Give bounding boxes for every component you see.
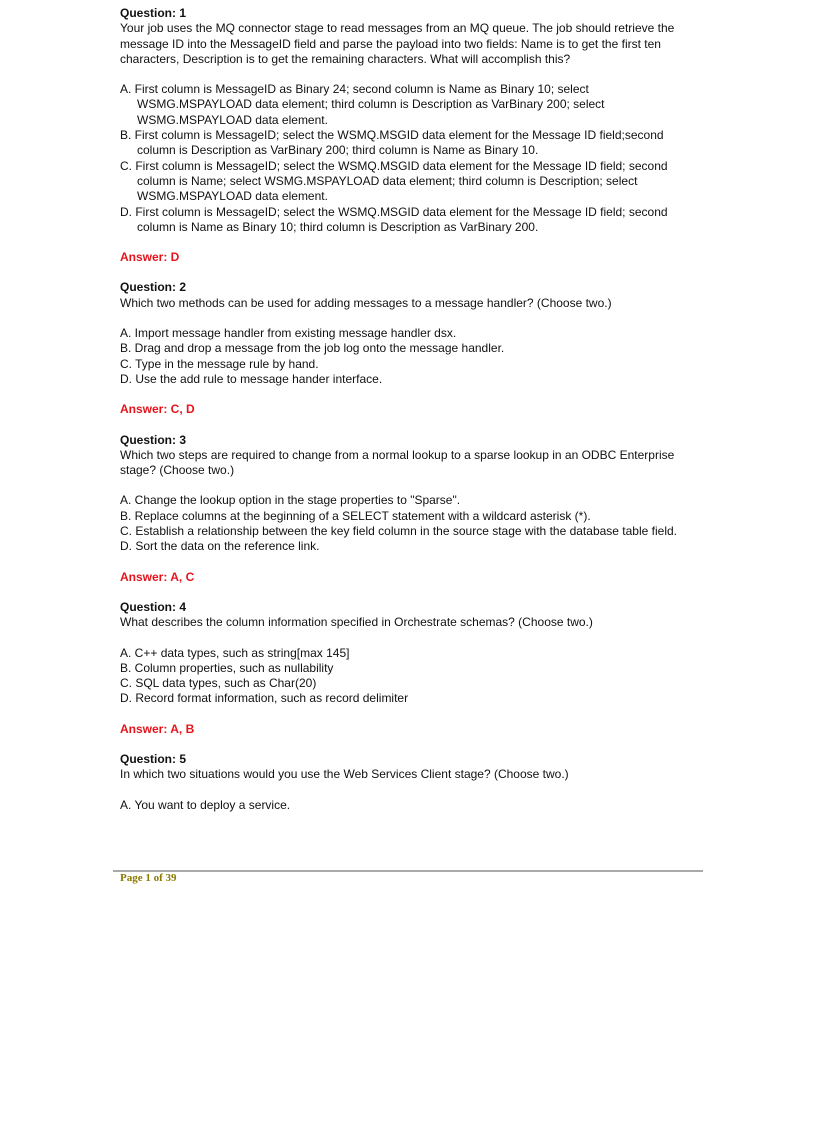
options-list xyxy=(120,82,698,235)
question-5 xyxy=(120,752,698,813)
answer-label: Answer: A, B xyxy=(120,721,195,736)
option-b: B. Drag and drop a message from the job log onto the message handler. xyxy=(120,341,505,356)
option-d: D. Use the add rule to message hander interface. xyxy=(120,371,383,386)
question-1 xyxy=(120,6,698,265)
option-d: D. Sort the data on the reference link. xyxy=(120,539,320,554)
question-text: In which two situations would you use the Web Services Client stage? (Choose two.) xyxy=(120,767,569,782)
options-list xyxy=(120,326,698,387)
question-header: Question: 5 xyxy=(120,751,187,766)
answer-label: Answer: C, D xyxy=(120,402,195,417)
options-list xyxy=(120,798,698,813)
options-list xyxy=(120,646,698,707)
option-a: A. C++ data types, such as string[max 145] xyxy=(120,645,350,660)
footer-divider xyxy=(113,870,703,872)
option-b: B. Column properties, such as nullability xyxy=(120,660,334,675)
option-c: C. Establish a relationship between the key field column in the source stage with the database table field. xyxy=(120,524,677,539)
option-d: D. First column is MessageID; select the WSMQ.MSGID data element for the Message ID field; second column is Name as Binary 10; third column is Description as VarBinary 200. xyxy=(120,204,668,234)
answer-label: Answer: A, C xyxy=(120,569,195,584)
option-c: C. First column is MessageID; select the WSMQ.MSGID data element for the Message ID field; second column is Name; select WSMG.MSPAYLOAD data element; third column is Description; select WSMG.MSPAYLOAD data element. xyxy=(120,158,668,204)
option-a: A. You want to deploy a service. xyxy=(120,797,291,812)
question-3 xyxy=(120,433,698,585)
question-2 xyxy=(120,280,698,417)
answer-label: Answer: D xyxy=(120,250,180,265)
question-header: Question: 2 xyxy=(120,280,187,295)
question-text: Which two methods can be used for adding messages to a message handler? (Choose two.) xyxy=(120,295,612,310)
option-a: A. Import message handler from existing message handler dsx. xyxy=(120,326,457,341)
option-b: B. First column is MessageID; select the WSMQ.MSGID data element for the Message ID field;second column is Description as VarBinary 200; third column is Name as Binary 10. xyxy=(120,128,664,158)
question-header: Question: 3 xyxy=(120,432,187,447)
option-c: C. SQL data types, such as Char(20) xyxy=(120,676,317,691)
question-4 xyxy=(120,600,698,737)
option-c: C. Type in the message rule by hand. xyxy=(120,356,319,371)
option-d: D. Record format information, such as record delimiter xyxy=(120,691,409,706)
question-header: Question: 1 xyxy=(120,6,187,20)
option-a: A. First column is MessageID as Binary 24; second column is Name as Binary 10; select WSMG.MSPAYLOAD data element; third column is Description as VarBinary 200; select WSMG.MSPAYLOAD data element. xyxy=(120,82,605,127)
question-text: Which two steps are required to change from a normal lookup to a sparse lookup in an ODBC Enterprise stage? (Choose two.) xyxy=(120,447,675,478)
option-b: B. Replace columns at the beginning of a SELECT statement with a wildcard asterisk (*). xyxy=(120,508,591,523)
question-header: Question: 4 xyxy=(120,599,187,614)
option-a: A. Change the lookup option in the stage properties to "Sparse". xyxy=(120,493,461,508)
page-number: Page 1 of 39 xyxy=(120,872,177,884)
question-text: What describes the column information specified in Orchestrate schemas? (Choose two.) xyxy=(120,615,593,630)
document-body xyxy=(120,6,698,813)
question-text: Your job uses the MQ connector stage to read messages from an MQ queue. The job should retrieve the message ID into the MessageID field and parse the payload into two fields: Name is to get the first ten characters, Description is to get the remaining characters. What will accomplish this? xyxy=(120,21,675,66)
options-list xyxy=(120,493,698,554)
